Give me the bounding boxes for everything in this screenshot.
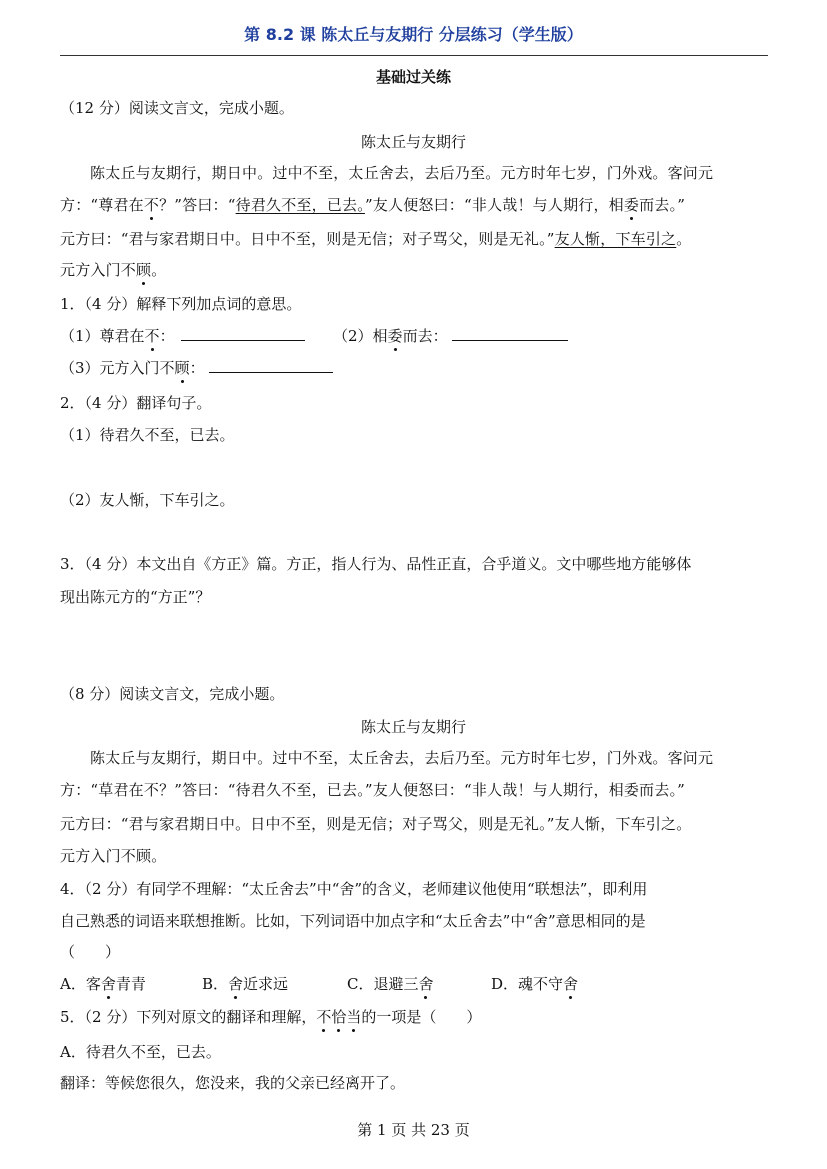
- header-divider: [60, 55, 768, 56]
- part2-passage-line-2: 方：“草君在不？”答曰：“待君久不至，已去。”友人便怒曰：“非人哉！与人期行，相委而去。”: [60, 781, 686, 799]
- part2-passage-line-3: 元方曰：“君与家君期日中。日中不至，则是无信；对子骂父，则是无礼。”友人惭，下车引之。: [60, 815, 692, 833]
- part1-passage-line-1: 陈太丘与友期行，期日中。过中不至，太丘舍去，去后乃至。元方时年七岁，门外戏。客问元: [90, 164, 714, 182]
- part2-passage-line-1: 陈太丘与友期行，期日中。过中不至，太丘舍去，去后乃至。元方时年七岁，门外戏。客问元: [90, 749, 714, 767]
- question-2-item-1: （1）待君久不至，已去。: [60, 426, 235, 444]
- underlined-sentence: 友人惭，下车引之: [554, 230, 677, 248]
- question-1-item-1: （1）尊君在不：: [60, 325, 305, 346]
- option-c[interactable]: C．退避三舍: [347, 975, 434, 993]
- question-2-item-2: （2）友人惭，下车引之。: [60, 491, 235, 509]
- question-1: 1．（4 分）解释下列加点词的意思。: [60, 295, 302, 313]
- answer-blank[interactable]: [209, 358, 333, 373]
- part2-intro: （8 分）阅读文言文，完成小题。: [60, 685, 285, 703]
- document-header-title: 第 8.2 课 陈太丘与友期行 分层练习（学生版）: [244, 25, 583, 44]
- answer-blank[interactable]: [181, 326, 305, 341]
- question-4-line-2: 自己熟悉的词语来联想推断。比如，下列词语中加点字和“太丘舍去”中“舍”意思相同的是: [60, 912, 646, 930]
- question-4-line-1: 4．（2 分）有同学不理解：“太丘舍去”中“舍”的含义，老师建议他使用“联想法”，即利用: [60, 880, 648, 898]
- question-1-item-2: （2）相委而去：: [333, 325, 568, 346]
- part1-passage-line-3: 元方曰：“君与家君期日中。日中不至，则是无信；对子骂父，则是无礼。”友人惭，下车引之。: [60, 230, 692, 248]
- section-title: 基础过关练: [375, 68, 451, 86]
- option-d[interactable]: D．魂不守舍: [491, 975, 579, 993]
- part1-passage-line-2: 方：“尊君在不？”答曰：“待君久不至，已去。”友人便怒曰：“非人哉！与人期行，相委而去。”: [60, 196, 686, 214]
- question-5: 5．（2 分）下列对原文的翻译和理解，不恰当的一项是（ ）: [60, 1008, 482, 1026]
- question-4-answer-bracket: （ ）: [60, 943, 121, 961]
- question-5-translation: 翻译：等候您很久，您没来，我的父亲已经离开了。: [60, 1074, 406, 1092]
- question-3-line-1: 3．（4 分）本文出自《方正》篇。方正，指人行为、品性正直，合乎道义。文中哪些地方能够体: [60, 555, 692, 573]
- part1-passage-line-4: 元方入门不顾。: [60, 261, 167, 279]
- option-a[interactable]: A．客舍青青: [60, 975, 146, 993]
- question-2: 2．（4 分）翻译句子。: [60, 394, 212, 412]
- part1-intro: （12 分）阅读文言文，完成小题。: [60, 99, 294, 117]
- option-b[interactable]: B．舍近求远: [202, 975, 289, 993]
- page-footer: 第 1 页 共 23 页: [357, 1121, 470, 1139]
- part1-passage-title: 陈太丘与友期行: [360, 133, 466, 151]
- question-5-option-a[interactable]: A．待君久不至，已去。: [60, 1043, 221, 1061]
- part2-passage-line-4: 元方入门不顾。: [60, 847, 167, 865]
- part2-passage-title: 陈太丘与友期行: [360, 718, 466, 736]
- question-3-line-2: 现出陈元方的“方正”？: [60, 588, 211, 606]
- question-1-item-3: （3）元方入门不顾：: [60, 357, 333, 378]
- underlined-sentence: 待君久不至，已去。: [235, 196, 365, 214]
- answer-blank[interactable]: [452, 326, 568, 341]
